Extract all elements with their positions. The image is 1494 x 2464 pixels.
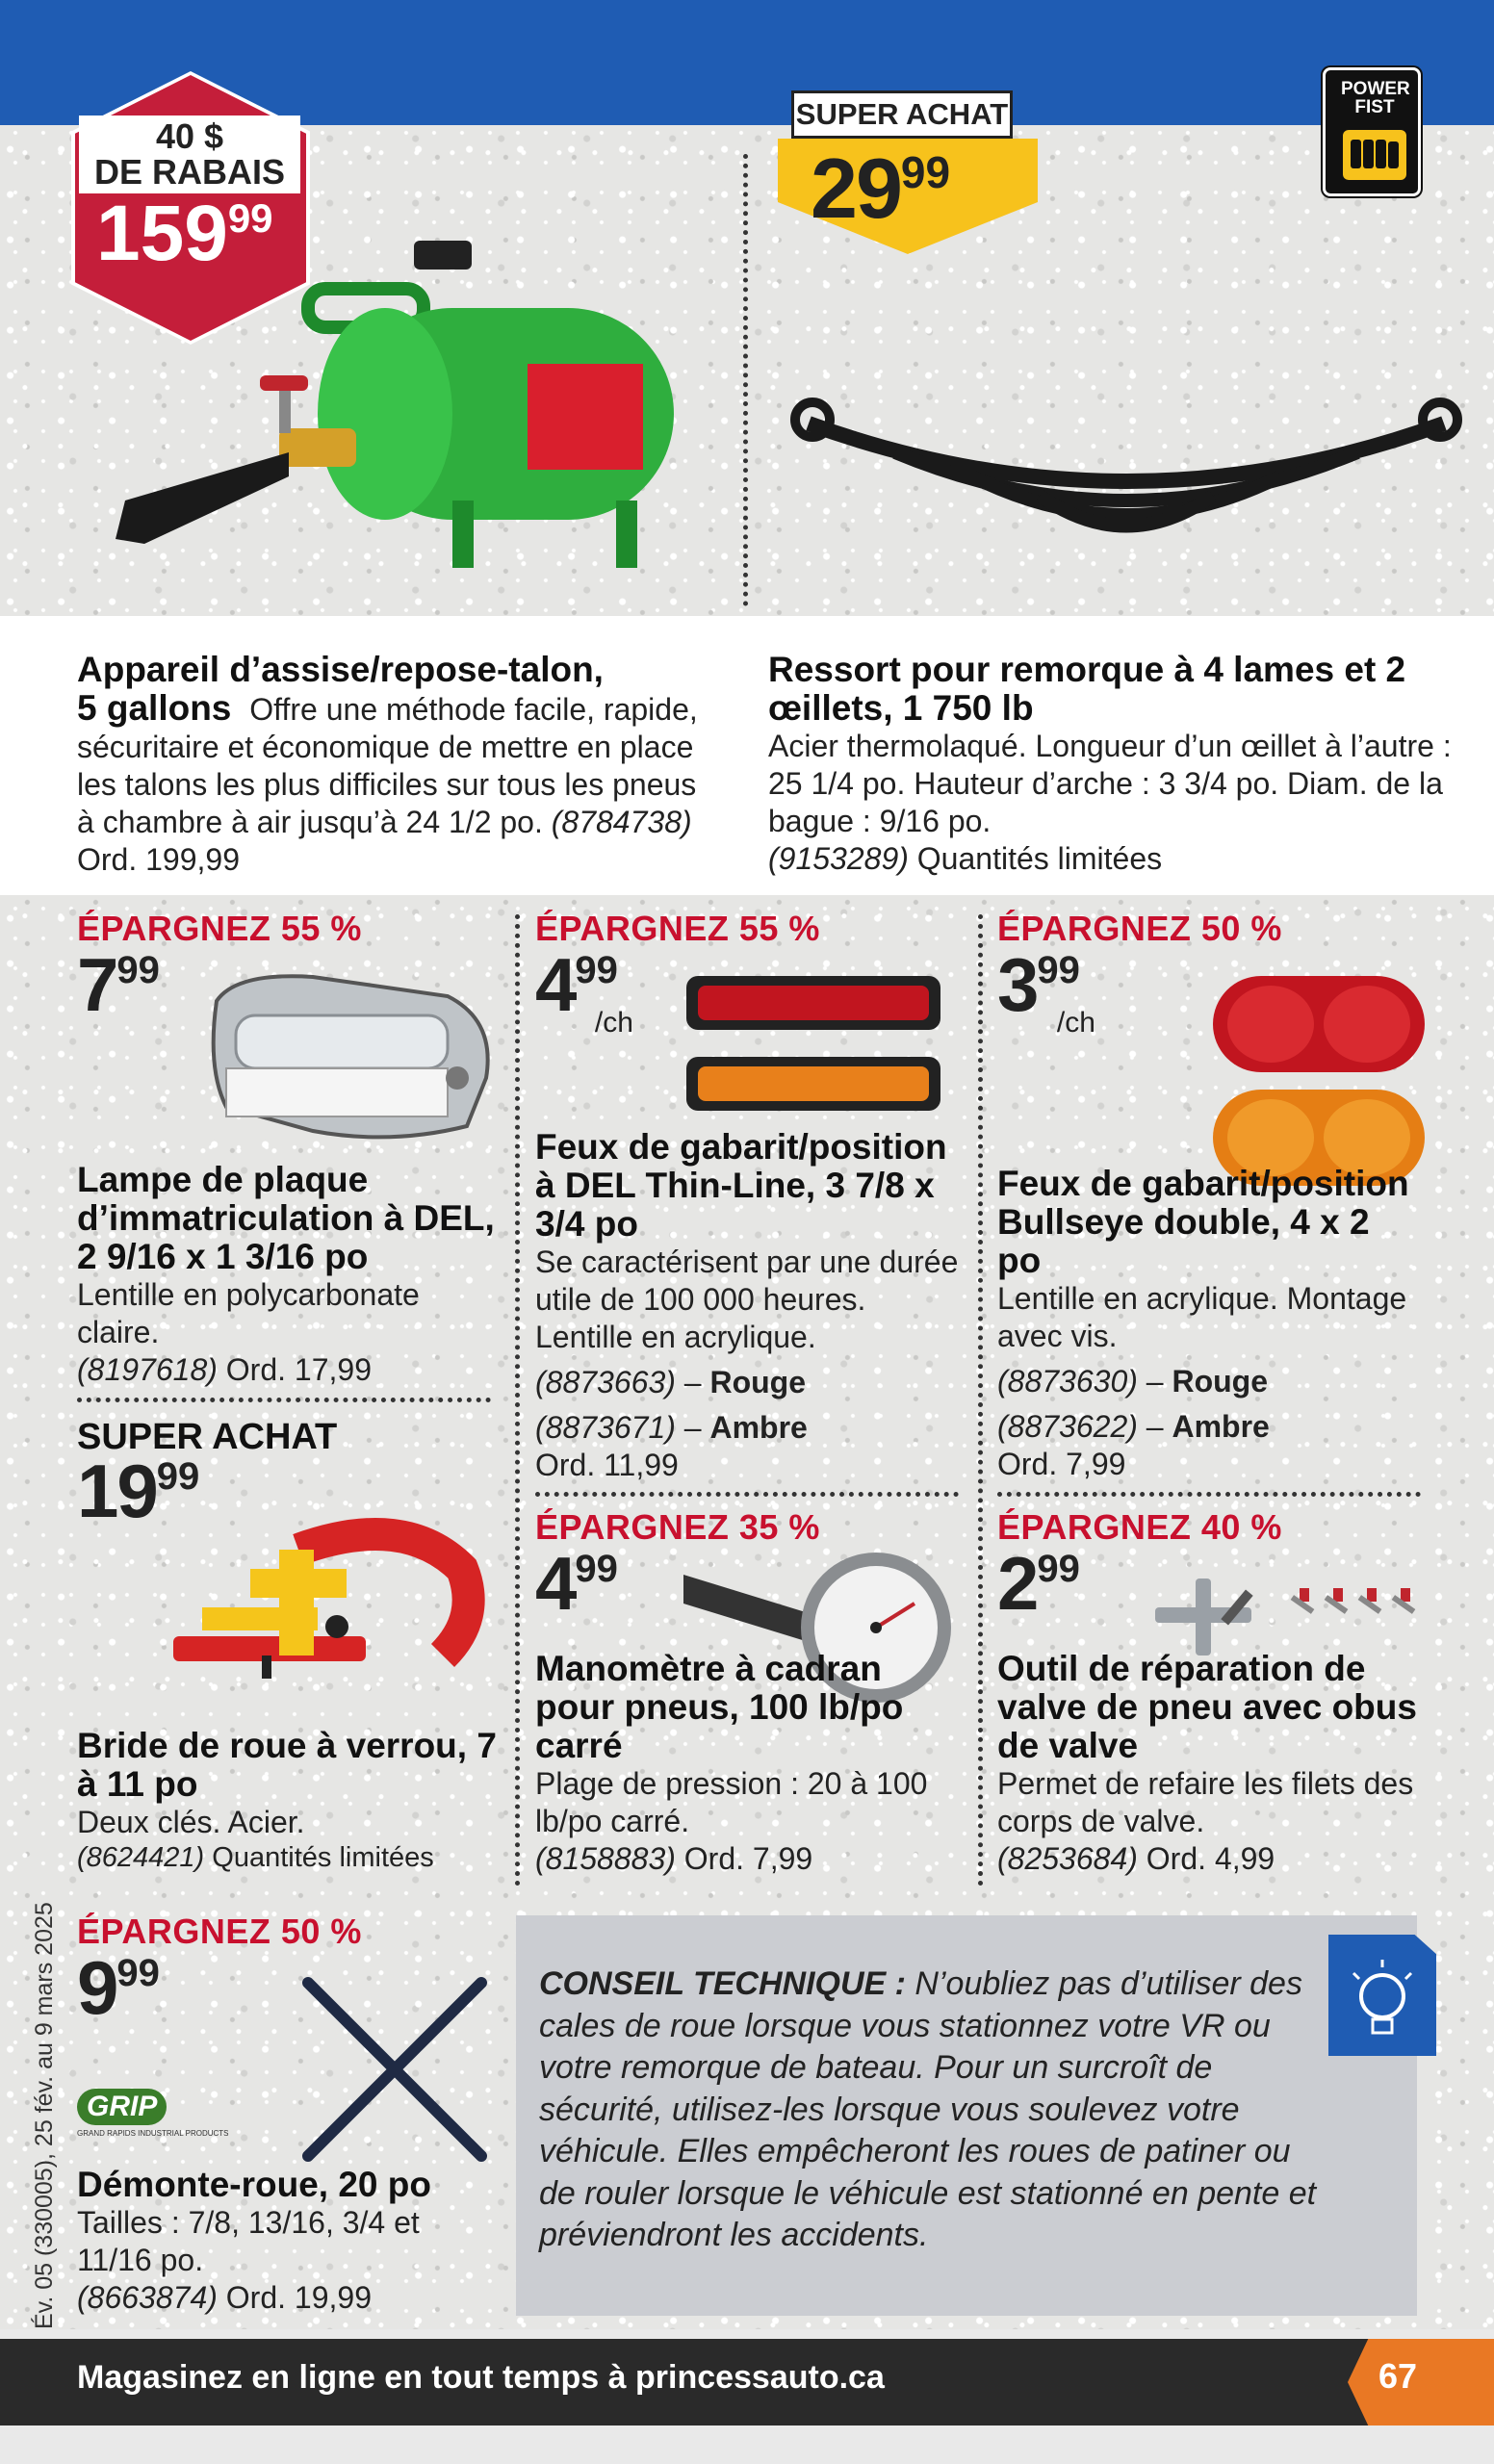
plate-lamp-text [77,1161,501,1389]
discount-label: DE RABAIS [93,151,286,192]
tech-tip-text [539,1964,1328,2257]
wheel-clamp-text [77,1727,501,1875]
grid-divider-h1 [77,1398,491,1402]
grid-divider-2 [978,914,983,1886]
thinline-savings: ÉPARGNEZ 55 % [535,909,820,948]
discount-value: 40 $ [155,116,224,156]
gauge-price [535,1541,618,1626]
lightbulb-icon [1328,1935,1436,2056]
bullseye-sku-red: (8873630) [997,1363,1138,1399]
valve-tool-description: Permet de refaire les filets des corps de valve. [997,1765,1414,1838]
plate-lamp-price [77,942,160,1027]
grid-divider-h2 [535,1492,959,1497]
wheel-clamp-label: SUPER ACHAT [77,1417,338,1457]
gauge-sku: (8158883) [535,1840,676,1876]
discount-amount [79,116,300,193]
leaf-spring-image [789,385,1463,578]
wheel-clamp-sku: (8624421) [77,1841,205,1873]
price-dollars: 159 [96,190,228,277]
thinline-sku-red: (8873663) [535,1364,676,1399]
price-dollars: 4 [535,942,576,1027]
featured-1-title: Appareil d’assise/repose-talon, [77,650,604,689]
bullseye-regular: Ord. 7,99 [997,1446,1126,1481]
super-achat-label: SUPER ACHAT [791,90,1013,139]
lug-wrench-text [77,2166,501,2317]
featured-2-title: Ressort pour remorque à 4 lames et 2 œillets, 1 750 lb [768,650,1406,728]
bullseye-variant-red: (8873630) – Rouge [997,1363,1269,1399]
bullseye-text [997,1165,1421,1483]
gauge-text [535,1650,968,1878]
wheel-clamp-image [154,1511,510,1704]
valve-tool-sku: (8253684) [997,1840,1138,1876]
lug-wrench-sku-line [77,2279,501,2317]
featured-1-title-size: 5 gallons [77,687,232,728]
price-cents: 99 [116,1952,160,1994]
valve-tool-regular: Ord. 4,99 [1146,1840,1275,1876]
valve-tool-title: Outil de réparation de valve de pneu avec obus de valve [997,1649,1417,1765]
tech-tip-body: N’oubliez pas d’utiliser des cales de roue lorsque vous stationnez votre VR ou votre remorque de bateau. Pour un surcroît de sécurité, utilisez-les lorsque vous soulevez votre véhicule. Elles empêcheront les roues de patiner ou de rouler lorsque le véhicule est stationné en pente et préviendront les accidents. [539,1965,1317,2254]
price-cents: 99 [116,949,160,991]
featured-1-desc-block [77,689,703,879]
price-cents: 99 [156,1455,200,1498]
plate-lamp-image [197,962,505,1155]
featured-2-price [811,141,951,236]
thinline-price [535,942,633,1039]
lug-wrench-description: Tailles : 7/8, 13/16, 3/4 et 11/16 po. [77,2204,420,2277]
plate-lamp-sku-line [77,1351,501,1389]
lug-wrench-image [289,1964,501,2175]
price-dollars: 7 [77,942,117,1027]
plate-lamp-savings: ÉPARGNEZ 55 % [77,909,362,948]
power-fist-logo [1323,67,1421,196]
gauge-savings: ÉPARGNEZ 35 % [535,1507,820,1547]
grid-divider-h3 [997,1492,1421,1497]
gauge-regular: Ord. 7,99 [683,1840,813,1876]
thinline-variant-amber: (8873671) – Ambre [535,1409,808,1445]
featured-1-description: Offre une méthode facile, rapide, sécuritaire et économique de mettre en place les talons les plus difficiles sur tous les pneus à chambre à air jusqu’à 24 1/2 po. [77,691,698,840]
wheel-clamp-sku-line [77,1841,501,1875]
price-unit: /ch [1056,1007,1095,1039]
wheel-clamp-description: Deux clés. Acier. [77,1804,305,1839]
power-fist-logo-text: POWER FIST [1341,79,1410,117]
thinline-regular: Ord. 11,99 [535,1448,679,1483]
price-dollars: 9 [77,1945,117,2030]
featured-2-description: Acier thermolaqué. Longueur d’un œillet à l’autre : 25 1/4 po. Hauteur d’arche : 3 3/4 po. Diam. de la bague : 9/16 po. [768,728,1452,838]
valve-tool-sku-line [997,1840,1430,1878]
plate-lamp-title: Lampe de plaque d’immatriculation à DEL, 2 9/16 x 1 3/16 po [77,1160,495,1276]
grip-logo [77,2089,270,2150]
thinline-description: Se caractérisent par une durée utile de 100 000 heures. Lentille en acrylique. [535,1244,959,1354]
page-number-tab [1348,2339,1494,2426]
bullseye-title: Feux de gabarit/position Bullseye double, 4 x 2 po [997,1164,1409,1280]
bead-seater-image [96,212,732,587]
featured-2-note: Quantités limitées [916,841,1163,876]
price-dollars: 3 [997,942,1038,1027]
plate-lamp-description: Lentille en polycarbonate claire. [77,1276,420,1349]
event-dates: Év. 05 (330005), 25 fév. au 9 mars 2025 [31,1902,58,2329]
gauge-title: Manomètre à cadran pour pneus, 100 lb/po carré [535,1649,904,1765]
lug-wrench-savings: ÉPARGNEZ 50 % [77,1912,362,1951]
bullseye-description: Lentille en acrylique. Montage avec vis. [997,1280,1407,1353]
price-cents: 99 [1037,1548,1080,1590]
grid-divider-1 [515,914,520,1886]
price-dollars: 2 [997,1541,1038,1626]
thinline-title: Feux de gabarit/position à DEL Thin-Line, 3 7/8 x 3/4 po [535,1127,947,1244]
price-dollars: 19 [77,1449,157,1533]
bullseye-variant-amber: (8873622) – Ambre [997,1408,1270,1444]
thinline-sku-amber: (8873671) [535,1409,676,1445]
fist-icon [1343,130,1406,180]
tech-tip-label: CONSEIL TECHNIQUE : [539,1965,906,2002]
wheel-clamp-title: Bride de roue à verrou, 7 à 11 po [77,1726,497,1804]
lug-wrench-title: Démonte-roue, 20 po [77,2165,431,2204]
price-cents: 99 [575,949,618,991]
featured-1-regular-price: Ord. 199,99 [77,842,240,878]
gauge-description: Plage de pression : 20 à 100 lb/po carré. [535,1765,928,1838]
bullseye-sku-amber: (8873622) [997,1408,1138,1444]
bullseye-color-amber: Ambre [1172,1408,1270,1444]
featured-2-text [768,651,1461,878]
page-number: 67 [1378,2356,1418,2396]
price-dollars: 4 [535,1541,576,1626]
price-cents: 99 [1037,949,1080,991]
lug-wrench-sku: (8663874) [77,2280,218,2316]
thinline-variant-red: (8873663) – Rouge [535,1364,807,1399]
gauge-sku-line [535,1840,968,1878]
valve-tool-price [997,1541,1080,1626]
bullseye-price [997,942,1095,1039]
featured-1-text [77,651,703,879]
featured-divider [743,154,748,606]
thinline-color-red: Rouge [709,1364,807,1399]
bullseye-savings: ÉPARGNEZ 50 % [997,909,1282,948]
plate-lamp-regular: Ord. 17,99 [225,1351,372,1387]
price-dollars: 29 [811,141,901,236]
price-cents: 99 [900,147,951,197]
bullseye-color-red: Rouge [1172,1363,1269,1399]
grip-brand: GRIP [77,2089,167,2125]
thinline-text [535,1128,968,1484]
price-unit: /ch [594,1007,633,1039]
thinline-lights-image [679,968,948,1122]
plate-lamp-sku: (8197618) [77,1351,218,1387]
lug-wrench-price [77,1945,160,2030]
valve-tool-savings: ÉPARGNEZ 40 % [997,1507,1282,1547]
wheel-clamp-note: Quantités limitées [212,1841,434,1873]
grip-brand-sub: GRAND RAPIDS INDUSTRIAL PRODUCTS [77,2129,229,2138]
thinline-color-amber: Ambre [709,1409,808,1445]
price-cents: 99 [575,1548,618,1590]
featured-2-sku: (9153289) [768,841,909,876]
footer-text[interactable]: Magasinez en ligne en tout temps à princessauto.ca [77,2359,885,2396]
bullseye-lights-image [1203,966,1434,1197]
lug-wrench-regular: Ord. 19,99 [225,2280,372,2316]
featured-1-sku: (8784738) [551,805,692,840]
featured-2-sku-line [768,840,1461,878]
price-cents: 99 [227,195,273,241]
valve-tool-text [997,1650,1430,1878]
